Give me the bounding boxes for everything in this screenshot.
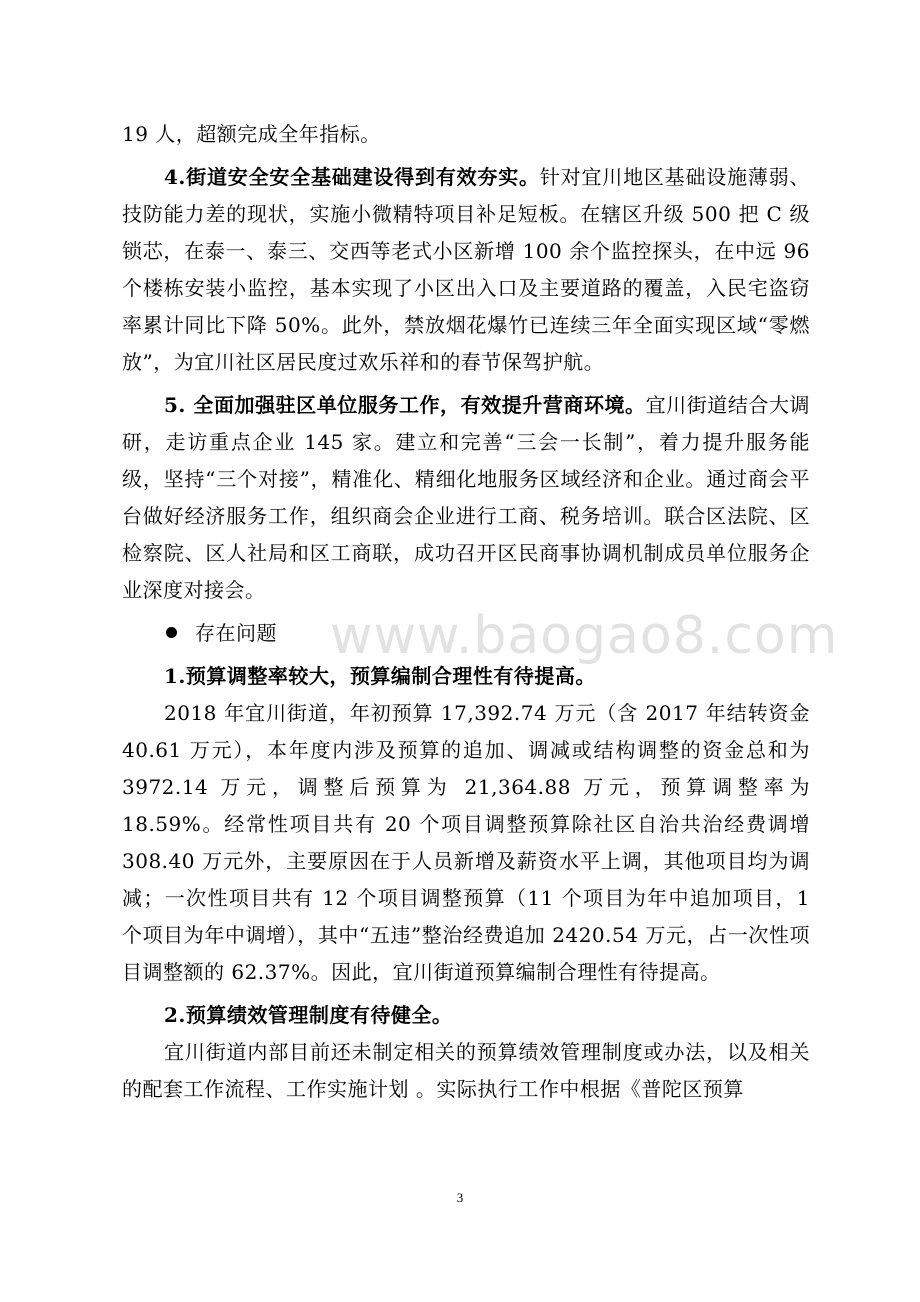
paragraph-continuation: 19 人，超额完成全年指标。 [122,122,381,146]
page-number: 3 [456,1190,464,1205]
document-body [122,116,839,1108]
paragraph-business-heading: 5. 全面加强驻区单位服务工作，有效提升营商环境。 [164,393,646,417]
paragraph-business-body: 宜川街道结合大调研，走访重点企业 145 家。建立和完善“三会一长制”，着力提升服务能级，坚持“三个对接”，精准化、精细化地服务区域经济和企业。通过商会平台做好经济服务工作，组织商会企业进行工商、税务培训。联合区法院、区检察院、区人社局和区工商联，成功召开区民商事协调机制成员单位服务企业深度对接会。 [122,393,811,602]
issue-heading-1: 1.预算调整率较大，预算编制合理性有待提高。 [164,664,596,688]
watermark: www.baogao8.com [330,606,839,666]
bullet-icon [166,627,177,638]
paragraph-safety-heading: 4.街道安全安全基础建设得到有效夯实。 [164,165,540,189]
paragraph-safety [122,159,810,381]
paragraph-budget-adjustment: 2018 年宜川街道，年初预算 17,392.74 万元（含 2017 年结转资金 40.61 万元），本年度内涉及预算的追加、调减或结构调整的资金总和为 3972.14 万元，调整后预算为 21,364.88 万元，预算调整率为 18.59%。经常性项目共有 20 个项目调整预算除社区自治共治经费调增 308.40 万元外，主要原因在于人员新增及薪资水平上调，其他项目均为调减；一次性项目共有 12 个项目调整预算（11 个项目为年中追加项目，1 个项目为年中调增），其中“五违”整治经费追加 2420.54 万元，占一次性项目调整额的 62.37%。因此，宜川街道预算编制合理性有待提高。 [122,701,810,984]
section-title: 存在问题 [195,621,277,645]
paragraph-safety-body: 针对宜川地区基础设施薄弱、技防能力差的现状，实施小微精特项目补足短板。在辖区升级 500 把 C 级锁芯，在泰一、泰三、交西等老式小区新增 100 余个监控探头，在中远 96 个楼栋安装小监控，基本实现了小区出入口及主要道路的覆盖，入民宅盗窃率累计同比下降 50%。此外，禁放烟花爆竹已连续三年全面实现区域“零燃放”，为宜川社区居民度过欢乐祥和的春节保驾护航。 [122,165,811,374]
paragraph-performance-management: 宜川街道内部目前还未制定相关的预算绩效管理制度或办法，以及相关的配套工作流程、工作实施计划 。实际执行工作中根据《普陀区预算 [122,1040,810,1101]
issue-heading-2: 2.预算绩效管理制度有待健全。 [164,1003,453,1027]
section-bullet [122,615,810,652]
paragraph-business [122,387,810,609]
